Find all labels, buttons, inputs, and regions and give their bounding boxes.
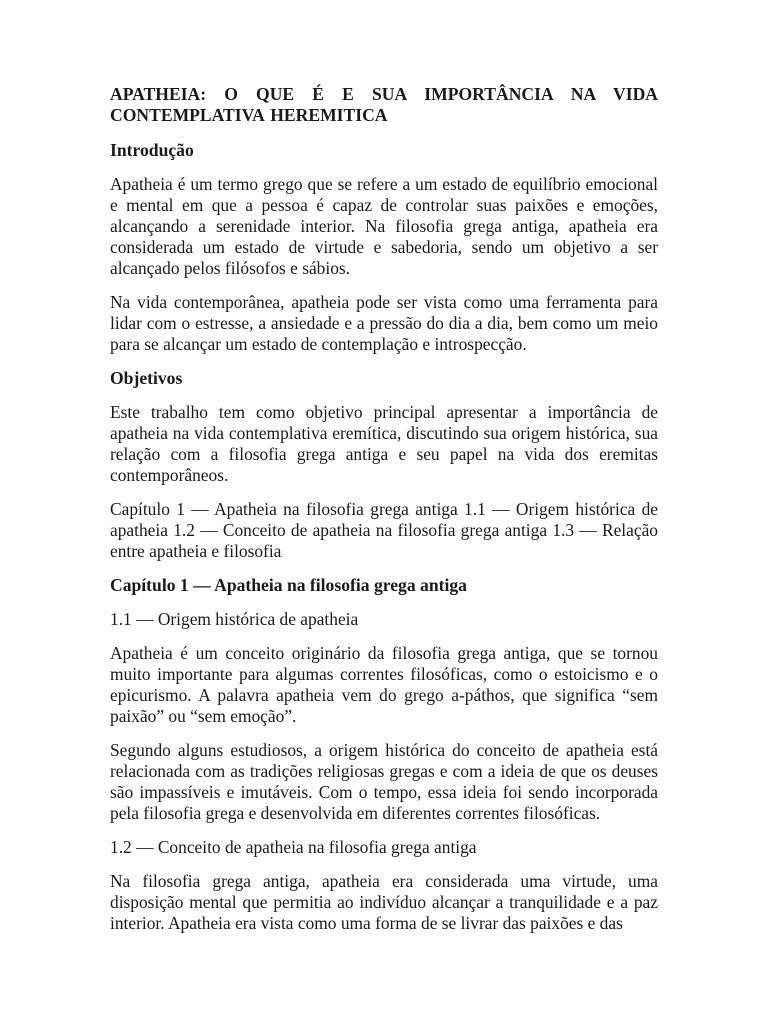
introduction-paragraph-2: Na vida contemporânea, apatheia pode ser vista como uma ferramenta para lidar com o estresse, a ansiedade e a pressão do dia a dia, bem como um meio para se alcançar um estado de contemplação e introspecção. (110, 292, 658, 354)
document-title: APATHEIA: O QUE É E SUA IMPORTÂNCIA NA VIDA CONTEMPLATIVA HEREMITICA (110, 84, 658, 125)
section-1-2-paragraph-1: Na filosofia grega antiga, apatheia era considerada uma virtude, uma disposição mental que permitia ao indivíduo alcançar a tranquilidade e a paz interior. Apatheia era vista como uma forma de se livrar das paixões e das (110, 871, 658, 933)
chapter-1-heading: Capítulo 1 — Apatheia na filosofia grega antiga (110, 575, 467, 595)
introduction-paragraph-1: Apatheia é um termo grego que se refere a um estado de equilíbrio emocional e mental em que a pessoa é capaz de controlar suas paixões e emoções, alcançando a serenidade interior. Na filosofia grega antiga, apatheia era considerada um estado de virtude e sabedoria, sendo um objetivo a ser alcançado pelos filósofos e sábios. (110, 174, 658, 278)
section-1-1-paragraph-2: Segundo alguns estudiosos, a origem histórica do conceito de apatheia está relacionada com as tradições religiosas gregas e com a ideia de que os deuses são impassíveis e imutáveis. Com o tempo, essa ideia foi sendo incorporada pela filosofia grega e desenvolvida em diferentes correntes filosóficas. (110, 740, 658, 823)
table-of-contents-paragraph: Capítulo 1 — Apatheia na filosofia grega antiga 1.1 — Origem histórica de apatheia 1.2 — Conceito de apatheia na filosofia grega antiga 1.3 — Relação entre apatheia e filosofia (110, 499, 658, 561)
section-1-1-heading: 1.1 — Origem histórica de apatheia (110, 609, 359, 629)
introduction-heading: Introdução (110, 140, 194, 160)
objectives-paragraph: Este trabalho tem como objetivo principal apresentar a importância de apatheia na vida contemplativa eremítica, discutindo sua origem histórica, sua relação com a filosofia grega antiga e seu papel na vida dos eremitas contemporâneos. (110, 402, 658, 485)
objectives-heading: Objetivos (110, 368, 183, 388)
section-1-2-heading: 1.2 — Conceito de apatheia na filosofia grega antiga (110, 837, 477, 857)
document-body (110, 84, 658, 947)
section-1-1-paragraph-1: Apatheia é um conceito originário da filosofia grega antiga, que se tornou muito importante para algumas correntes filosóficas, como o estoicismo e o epicurismo. A palavra apatheia vem do grego a-páthos, que significa “sem paixão” ou “sem emoção”. (110, 643, 658, 726)
